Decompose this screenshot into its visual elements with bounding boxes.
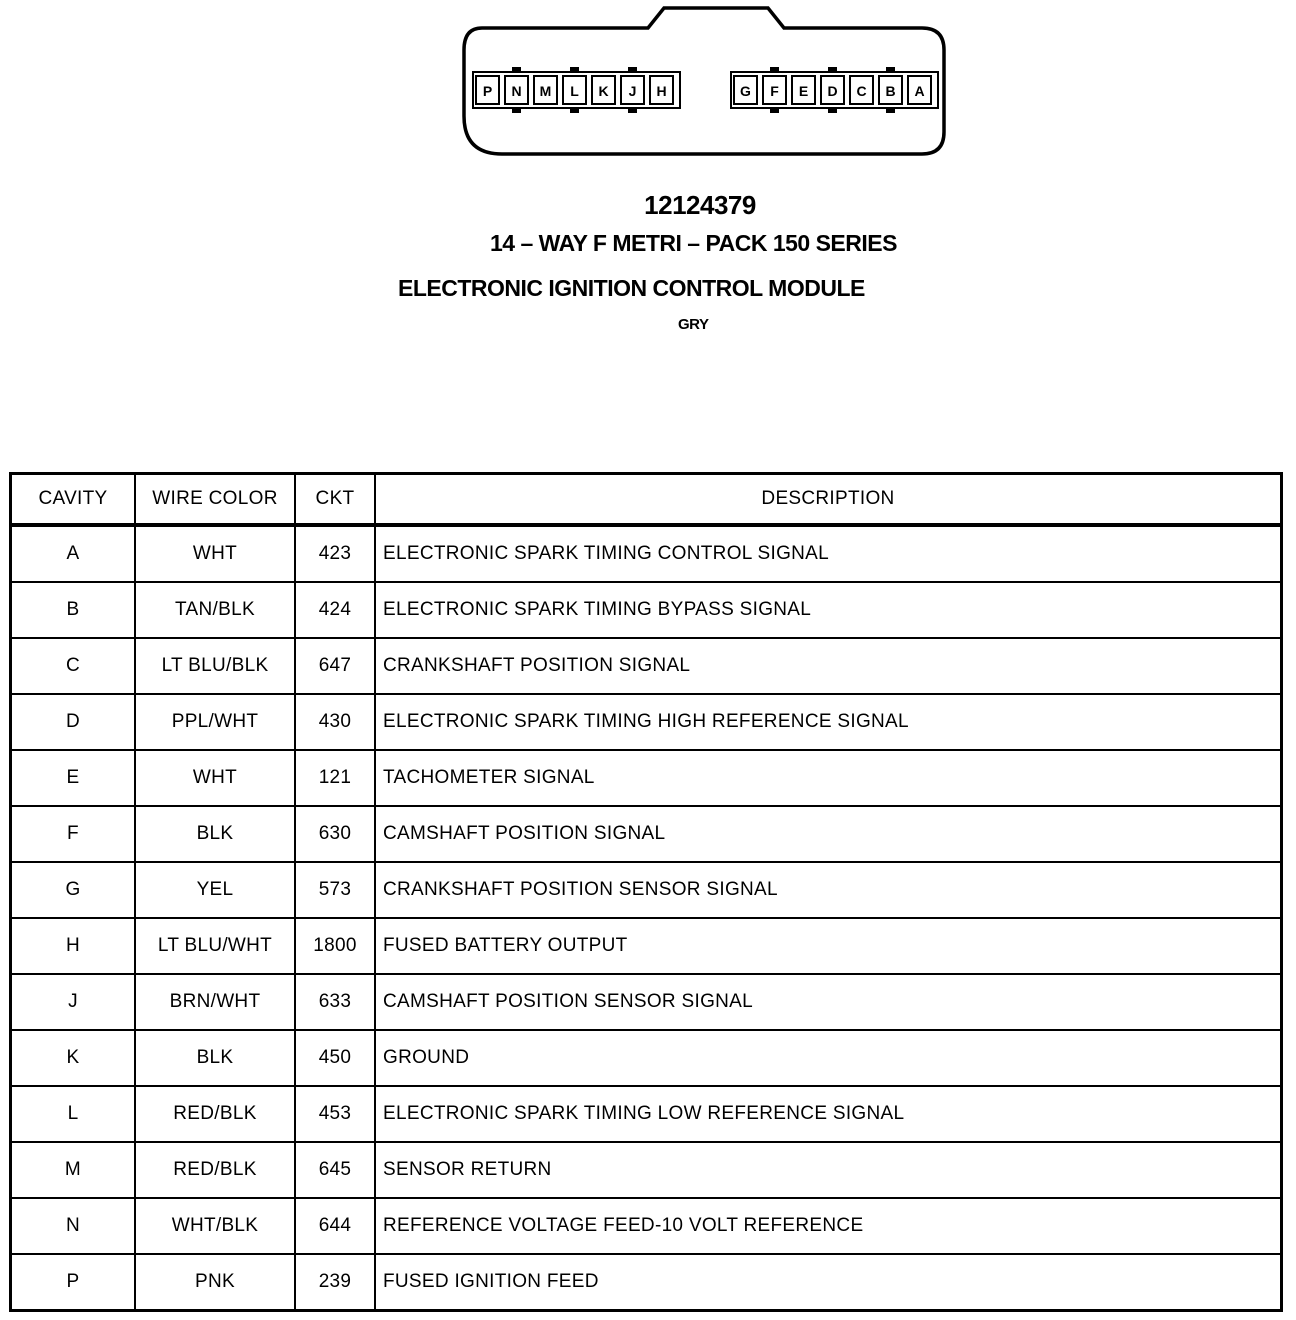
wire-color-cell: WHT <box>135 525 295 582</box>
terminal-latch-mark <box>512 67 521 72</box>
table-row <box>11 1198 1282 1254</box>
ckt-cell: 453 <box>295 1086 375 1142</box>
ckt-cell: 239 <box>295 1254 375 1311</box>
terminal-label: A <box>914 83 925 99</box>
cavity-cell: F <box>11 806 136 862</box>
terminal-label: M <box>539 83 552 99</box>
ckt-cell: 423 <box>295 525 375 582</box>
pinout-table <box>9 472 1283 1312</box>
terminal-latch-mark <box>886 67 895 72</box>
table-row <box>11 862 1282 918</box>
table-row <box>11 582 1282 638</box>
connector-face-diagram <box>458 4 948 164</box>
cavity-cell: N <box>11 1198 136 1254</box>
table-row <box>11 750 1282 806</box>
ckt-cell: 630 <box>295 806 375 862</box>
ckt-cell: 645 <box>295 1142 375 1198</box>
table-row <box>11 694 1282 750</box>
ckt-cell: 573 <box>295 862 375 918</box>
table-row <box>11 974 1282 1030</box>
terminal-label: K <box>598 83 609 99</box>
terminal-label: C <box>856 83 867 99</box>
terminal-latch-mark <box>828 67 837 72</box>
description-cell: ELECTRONIC SPARK TIMING HIGH REFERENCE SIGNAL <box>375 694 1282 750</box>
cavity-cell: M <box>11 1142 136 1198</box>
terminal-label: P <box>482 83 493 99</box>
column-header-wire-color: WIRE COLOR <box>135 474 295 526</box>
table-header-row <box>11 474 1282 526</box>
terminal-label: H <box>656 83 667 99</box>
ckt-cell: 644 <box>295 1198 375 1254</box>
cavity-cell: L <box>11 1086 136 1142</box>
cavity-cell: E <box>11 750 136 806</box>
terminal-latch-mark <box>570 108 579 113</box>
ckt-cell: 647 <box>295 638 375 694</box>
terminal-latch-mark <box>770 108 779 113</box>
table-row <box>11 1142 1282 1198</box>
ckt-cell: 121 <box>295 750 375 806</box>
description-cell: FUSED IGNITION FEED <box>375 1254 1282 1311</box>
description-cell: GROUND <box>375 1030 1282 1086</box>
terminal-label: B <box>885 83 896 99</box>
description-cell: CAMSHAFT POSITION SENSOR SIGNAL <box>375 974 1282 1030</box>
cavity-cell: H <box>11 918 136 974</box>
terminal-label: F <box>770 83 779 99</box>
description-cell: CRANKSHAFT POSITION SIGNAL <box>375 638 1282 694</box>
cavity-cell: D <box>11 694 136 750</box>
wire-color-cell: RED/BLK <box>135 1086 295 1142</box>
table-row <box>11 638 1282 694</box>
ckt-cell: 424 <box>295 582 375 638</box>
wire-color-cell: BLK <box>135 806 295 862</box>
cavity-cell: G <box>11 862 136 918</box>
terminal-latch-mark <box>570 67 579 72</box>
column-header-ckt: CKT <box>295 474 375 526</box>
wire-color-cell: BLK <box>135 1030 295 1086</box>
terminal-label: G <box>740 83 751 99</box>
table-row <box>11 806 1282 862</box>
terminal-latch-mark <box>770 67 779 72</box>
cavity-cell: P <box>11 1254 136 1311</box>
table-row <box>11 1086 1282 1142</box>
right-terminal-row <box>731 67 938 113</box>
wire-color-cell: TAN/BLK <box>135 582 295 638</box>
connector-series: 14 – WAY F METRI – PACK 150 SERIES <box>490 230 897 256</box>
wire-color-cell: LT BLU/WHT <box>135 918 295 974</box>
wire-color-cell: WHT/BLK <box>135 1198 295 1254</box>
wire-color-cell: WHT <box>135 750 295 806</box>
terminal-label: E <box>798 83 809 99</box>
wire-color-cell: PNK <box>135 1254 295 1311</box>
description-cell: ELECTRONIC SPARK TIMING CONTROL SIGNAL <box>375 525 1282 582</box>
table-row <box>11 918 1282 974</box>
terminal-label: L <box>570 83 579 99</box>
terminal-label: J <box>628 83 637 99</box>
ckt-cell: 1800 <box>295 918 375 974</box>
module-name: ELECTRONIC IGNITION CONTROL MODULE <box>398 275 865 301</box>
description-cell: SENSOR RETURN <box>375 1142 1282 1198</box>
terminal-latch-mark <box>886 108 895 113</box>
table-row <box>11 1030 1282 1086</box>
terminal-latch-mark <box>628 108 637 113</box>
wire-color-cell: LT BLU/BLK <box>135 638 295 694</box>
table-row <box>11 525 1282 582</box>
description-cell: REFERENCE VOLTAGE FEED-10 VOLT REFERENCE <box>375 1198 1282 1254</box>
cavity-cell: A <box>11 525 136 582</box>
wire-color-cell: PPL/WHT <box>135 694 295 750</box>
description-cell: ELECTRONIC SPARK TIMING LOW REFERENCE SIGNAL <box>375 1086 1282 1142</box>
table-row <box>11 1254 1282 1311</box>
terminal-label: N <box>511 83 522 99</box>
description-cell: TACHOMETER SIGNAL <box>375 750 1282 806</box>
cavity-cell: J <box>11 974 136 1030</box>
terminal-latch-mark <box>628 67 637 72</box>
wire-color-cell: YEL <box>135 862 295 918</box>
column-header-cavity: CAVITY <box>11 474 136 526</box>
ckt-cell: 450 <box>295 1030 375 1086</box>
ckt-cell: 430 <box>295 694 375 750</box>
cavity-cell: C <box>11 638 136 694</box>
description-cell: CAMSHAFT POSITION SIGNAL <box>375 806 1282 862</box>
wire-color-cell: RED/BLK <box>135 1142 295 1198</box>
wire-color-cell: BRN/WHT <box>135 974 295 1030</box>
part-number: 12124379 <box>644 190 756 220</box>
connector-color: GRY <box>678 316 709 333</box>
terminal-latch-mark <box>512 108 521 113</box>
left-terminal-row <box>473 67 680 113</box>
description-cell: ELECTRONIC SPARK TIMING BYPASS SIGNAL <box>375 582 1282 638</box>
cavity-cell: K <box>11 1030 136 1086</box>
cavity-cell: B <box>11 582 136 638</box>
description-cell: FUSED BATTERY OUTPUT <box>375 918 1282 974</box>
column-header-description: DESCRIPTION <box>375 474 1282 526</box>
description-cell: CRANKSHAFT POSITION SENSOR SIGNAL <box>375 862 1282 918</box>
terminal-latch-mark <box>828 108 837 113</box>
terminal-label: D <box>827 83 838 99</box>
ckt-cell: 633 <box>295 974 375 1030</box>
